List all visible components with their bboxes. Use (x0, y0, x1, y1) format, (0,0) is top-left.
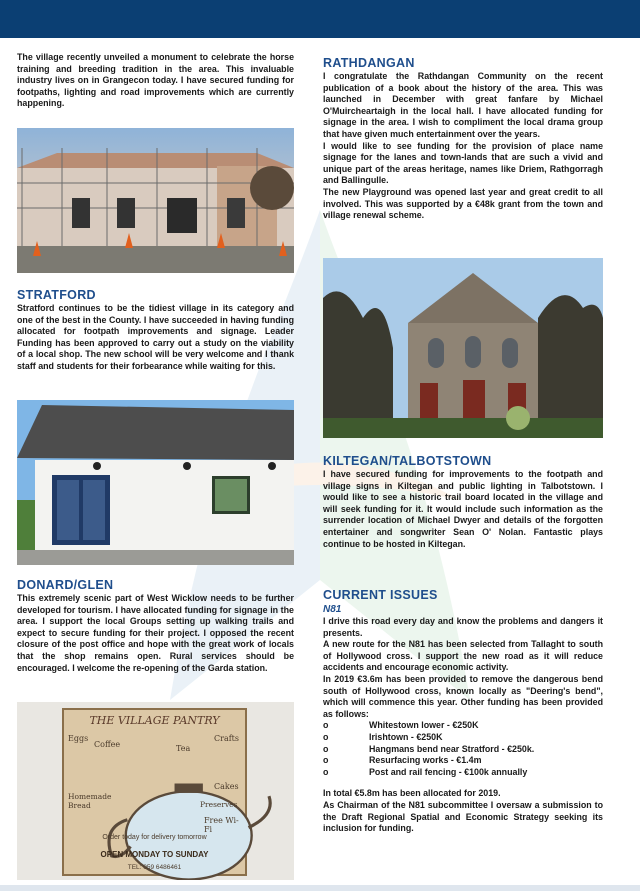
donard-section (17, 578, 294, 674)
pantry-item-tea: Tea (176, 744, 191, 753)
grants-list (323, 720, 603, 778)
rathdangan-section (323, 56, 603, 222)
rathdangan-paragraph-1: I congratulate the Rathdangan Community on the recent publication of a book about the history of the area. This was launched in December with great fanfare by Michael O'Muircheartaigh in the local hall. I have allocated funding for signage in the area. I wish to compliment the local drama group that have given much entertainment over the years. (323, 71, 603, 139)
pantry-item-preserves: Preserves (200, 800, 238, 809)
n81-subheading: N81 (323, 604, 342, 615)
pantry-order-note: Order today for delivery tomorrow (102, 834, 207, 841)
pantry-item-coffee: Coffee (94, 740, 121, 749)
pantry-item-crafts: Crafts (214, 734, 239, 743)
header-band (0, 0, 640, 38)
pantry-item-cakes: Cakes (214, 782, 239, 791)
list-item: o Hangmans bend near Stratford - €250k. (323, 743, 535, 754)
rathdangan-heading: RATHDANGAN (323, 56, 415, 70)
pantry-sign (62, 708, 247, 876)
issues-paragraph-2: A new route for the N81 has been selected from Tallaght to south of Hollywood cross. I support the new road as it will reduce accidents and encourage economic activity. (323, 639, 603, 673)
kiltegan-heading: KILTEGAN/TALBOTSTOWN (323, 454, 492, 468)
stratford-heading: STRATFORD (17, 288, 96, 302)
pantry-item-wifi: Free Wi-Fi (204, 816, 239, 834)
rathdangan-paragraph-2: I would like to see funding for the provision of place name signage for the lanes and town-lands that are such a vivid and unique part of the areas heritage, names like Driem, Rathgorragh and Ballingulle. (323, 140, 603, 186)
issues-paragraph-4: In total €5.8m has been allocated for 2019. (323, 788, 501, 799)
pantry-item-eggs: Eggs (68, 734, 89, 743)
list-item: o Post and rail fencing - €100k annually (323, 766, 528, 777)
kiltegan-paragraph: I have secured funding for improvements to the footpath and village signs in Kiltegan and public lighting in Talbotstown. I would like to see a historic trail board located in the village and will seek funding for it. It would include such information as the surrender location of Michael Dwyer and details of the forgotten entertainer and songwriter Sean O' Nolan. Fantastic plays continue to be hosted in Kiltegan. (323, 469, 603, 549)
list-item: o Resurfacing works - €1.4m (323, 755, 482, 766)
issues-paragraph-3: In 2019 €3.6m has been provided to remove the dangerous bend south of Hollywood cross, known locally as "Deering's bend", which will commence this year. Other funding has been provided as follows: (323, 673, 603, 719)
stratford-building-photo (17, 400, 294, 565)
pantry-title: THE VILLAGE PANTRY (89, 714, 220, 727)
kiltegan-section (323, 454, 603, 550)
pantry-phone: TEL: 059 6486461 (127, 864, 182, 871)
rathdangan-paragraph-3: The new Playground was opened last year and great credit to all involved. This was supported by a €48k grant from the town and village renewal scheme. (323, 186, 603, 221)
issues-paragraph-5: As Chairman of the N81 subcommittee I oversaw a submission to the Draft Regional Spatial and Economic Strategy seeking its inclusion for funding. (323, 799, 603, 834)
teapot-icon (99, 744, 280, 880)
pantry-hours: OPEN MONDAY TO SUNDAY (100, 850, 209, 859)
stratford-paragraph: Stratford continues to be the tidiest village in its category and one of the best in the County. I have succeeded in having funding allocated for footpath improvements and signage. Leader Funding has been approved to carry out a study on the viability of a local shop. The new school will be very welcome and I thank staff and students for their forbearance while waiting for this. (17, 303, 294, 371)
footer-band (0, 885, 640, 891)
left-column (17, 52, 294, 110)
village-building-photo (17, 128, 294, 273)
intro-paragraph: The village recently unveiled a monument to celebrate the horse training and breeding tradition in the area. This invaluable industry lives on in Grangecon today. I have secured funding for footpaths, lighting and road improvements which are currently happening. (17, 52, 294, 109)
list-item: o Irishtown - €250K (323, 731, 443, 742)
current-issues-heading: CURRENT ISSUES (323, 588, 438, 602)
pantry-item-bread: Homemade Bread (68, 792, 112, 810)
village-pantry-photo (17, 702, 294, 880)
donard-paragraph: This extremely scenic part of West Wicklow needs to be further developed for tourism. I have allocated funding for signage in the area. I support the local Groups setting up walking trails and expect to secure funding for their project. I opposed the recent closure of the post office and hope with the great work of locals that the shop remains open. Rural services should be encouraged. I welcome the re-opening of the Garda station. (17, 593, 294, 673)
current-issues-section (323, 588, 603, 835)
issues-paragraph-1: I drive this road every day and know the problems and dangers it presents. (323, 616, 603, 638)
stratford-section (17, 288, 294, 373)
donard-heading: DONARD/GLEN (17, 578, 114, 592)
rathdangan-church-photo (323, 258, 603, 438)
list-item: o Whitestown lower - €250K (323, 720, 479, 731)
